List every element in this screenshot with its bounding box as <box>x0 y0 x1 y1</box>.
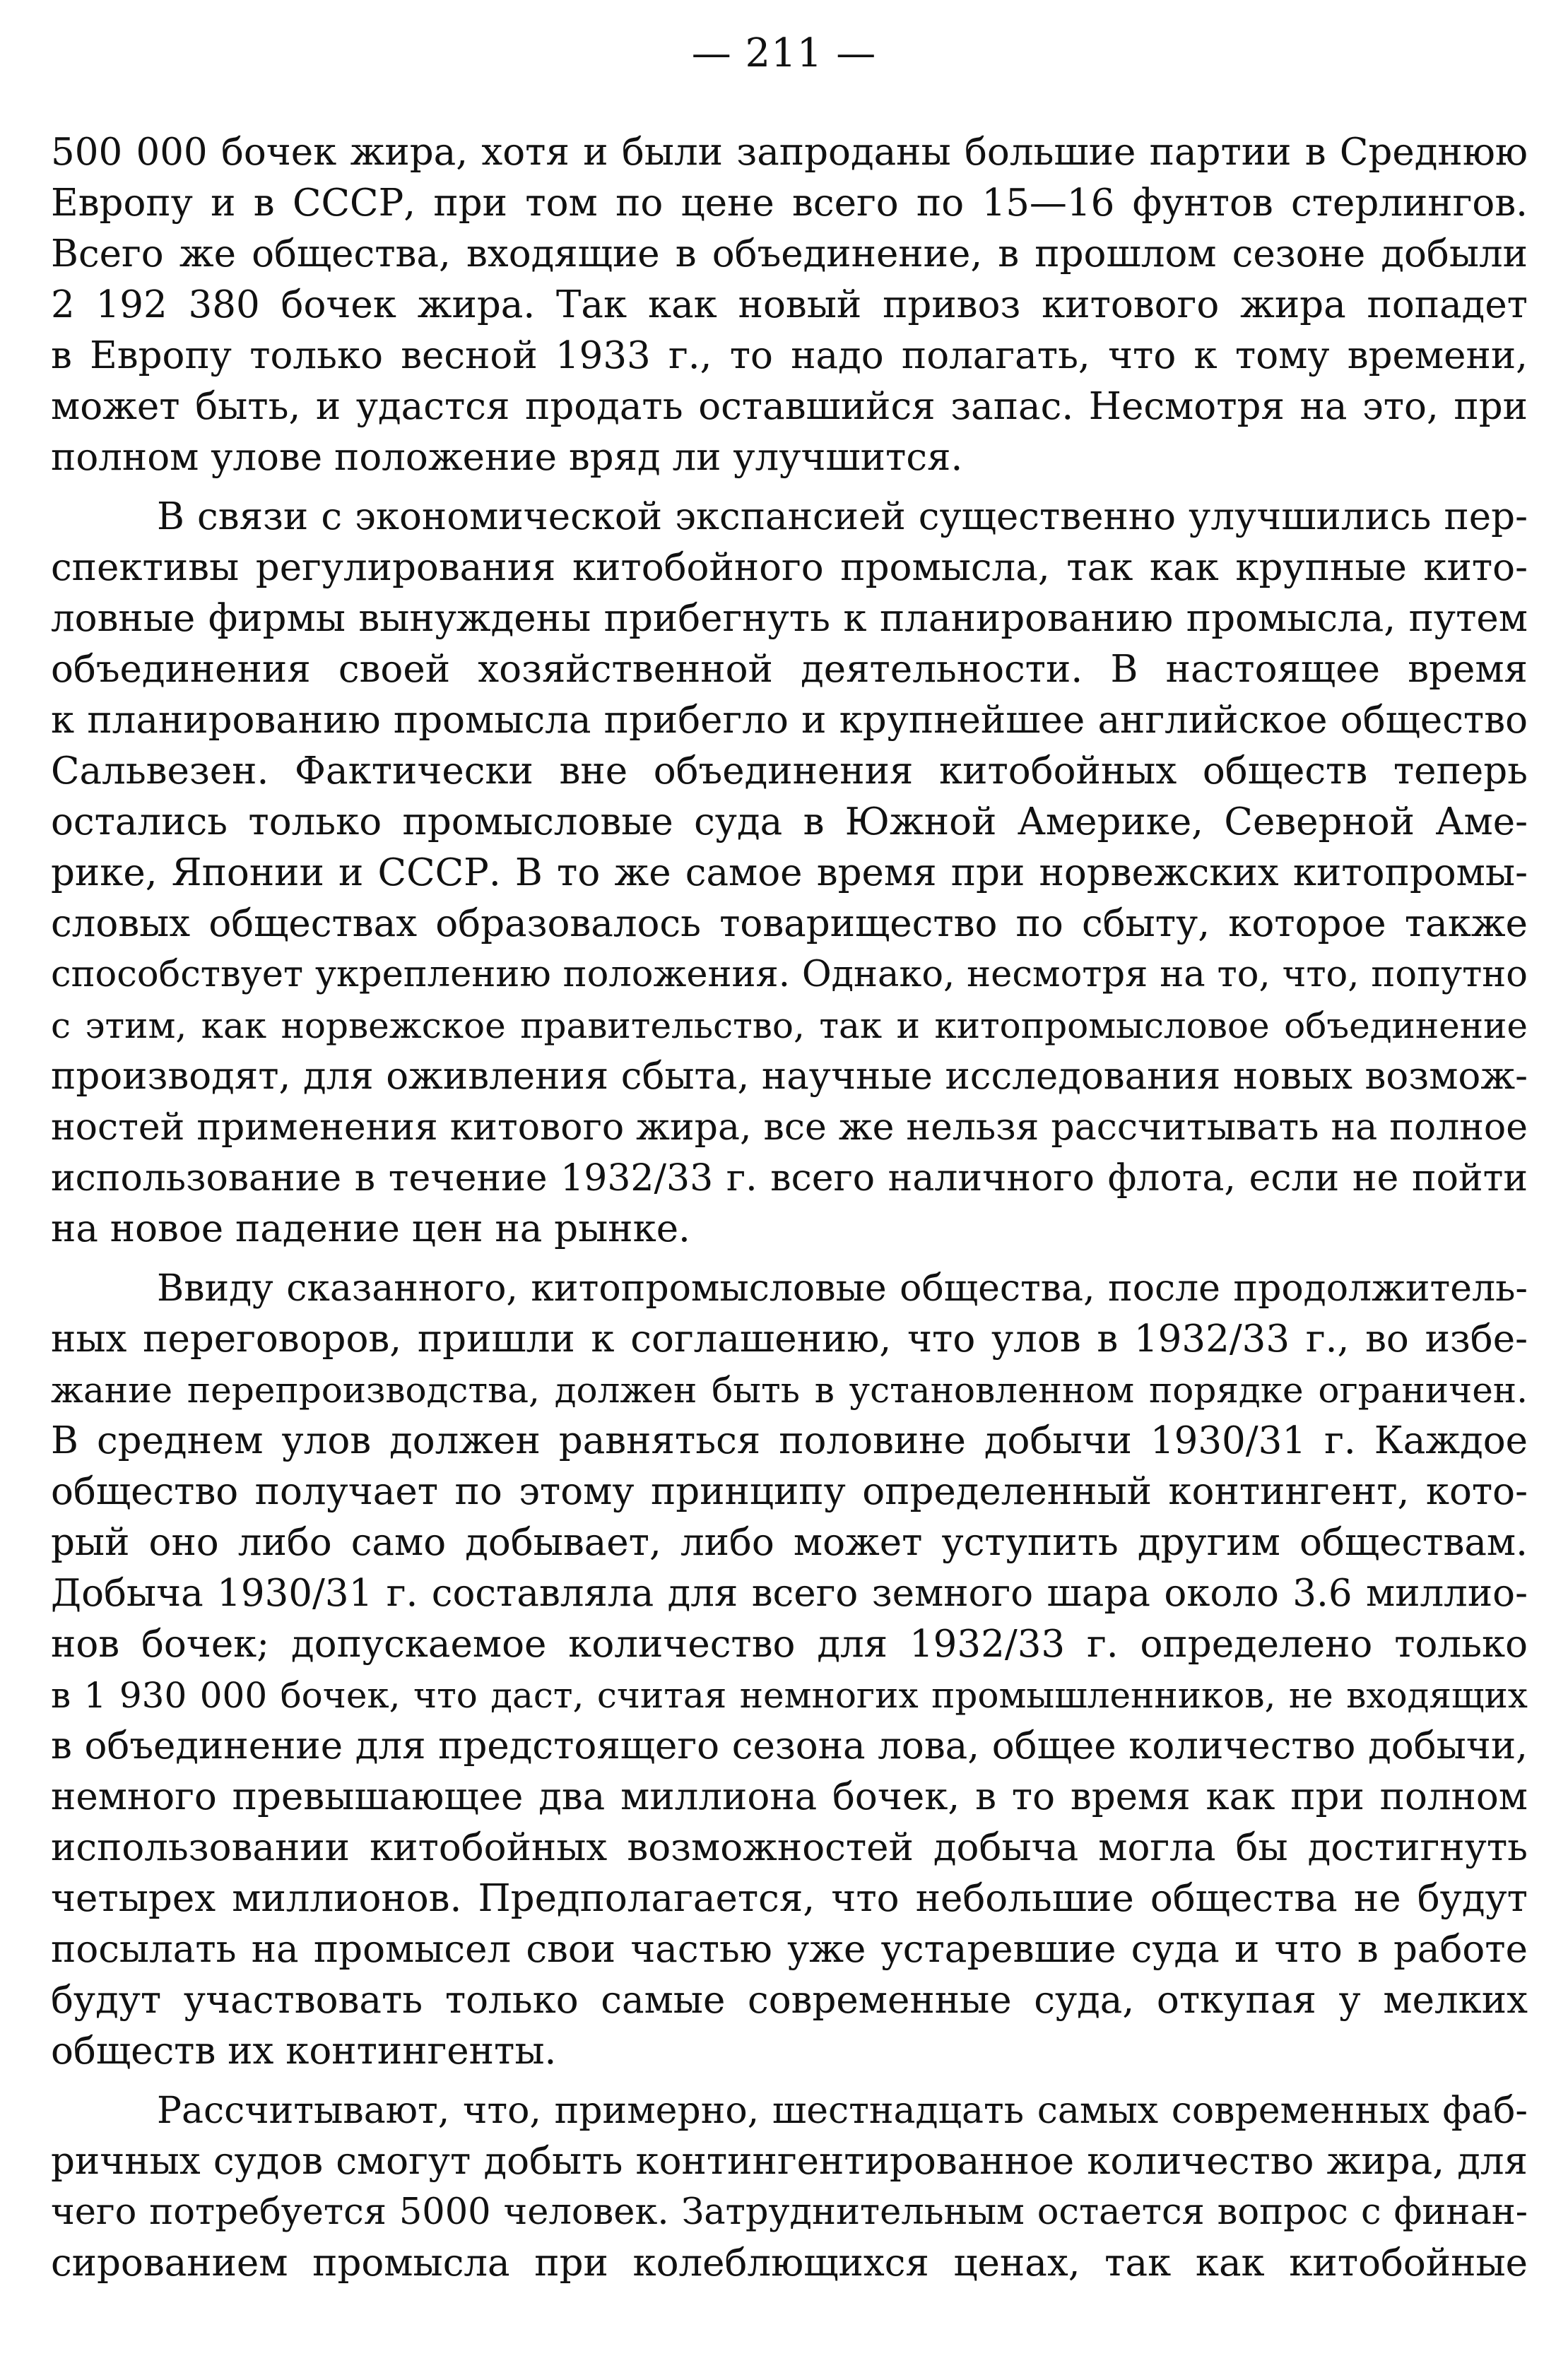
text-line: 500 000 бочек жира, хотя и были запроданы большие партии в Среднюю <box>51 131 1528 174</box>
text-line: ных переговоров, пришли к соглашению, что улов в 1932/33 г., во избе- <box>51 1318 1528 1361</box>
paragraph-4 <box>51 2085 1528 2289</box>
text-line: Ввиду сказанного, китопромысловые общества, после продолжитель- <box>157 1267 1528 1310</box>
text-line: использование в течение 1932/33 г. всего наличного флота, если не пойти <box>51 1157 1528 1200</box>
paragraph-2 <box>51 492 1528 1255</box>
text-line: Добыча 1930/31 г. составляла для всего земного шара около 3.6 миллио- <box>51 1572 1528 1615</box>
text-line: В связи с экономической экспансией существенно улучшились пер- <box>157 495 1528 538</box>
text-line: ностей применения китового жира, все же нельзя рассчитывать на полное <box>51 1106 1528 1149</box>
text-line: в объединение для предстоящего сезона лова, общее количество добычи, <box>51 1724 1528 1768</box>
text-line: нов бочек; допускаемое количество для 1932/33 г. определено только <box>51 1623 1528 1666</box>
text-line: четырех миллионов. Предполагается, что небольшие общества не будут <box>51 1877 1528 1920</box>
text-line: использовании китобойных возможностей добыча могла бы достигнуть <box>51 1826 1528 1869</box>
text-line: чего потребуется 5000 человек. Затруднительным остается вопрос с финан- <box>51 2191 1528 2233</box>
text-line: рике, Японии и СССР. В то же самое время при норвежских китопромы- <box>51 851 1528 894</box>
text-line: ричных судов смогут добыть контингентированное количество жира, для <box>51 2140 1528 2183</box>
text-line: рый оно либо само добывает, либо может уступить другим обществам. <box>51 1521 1528 1564</box>
page-number: — 211 — <box>691 30 877 76</box>
text-line: В среднем улов должен равняться половине добычи 1930/31 г. Каждое <box>51 1419 1528 1462</box>
text-line: к планированию промысла прибегло и крупнейшее английское общество <box>51 699 1528 742</box>
text-line: общество получает по этому принципу определенный контингент, кото- <box>51 1470 1528 1513</box>
text-line: спективы регулирования китобойного промысла, так как крупные кито- <box>51 546 1528 589</box>
text-line: полном улове положение вряд ли улучшится. <box>51 436 963 479</box>
text-line: Рассчитывают, что, примерно, шестнадцать самых современных фаб- <box>157 2090 1528 2132</box>
text-line: с этим, как норвежское правительство, так и китопромысловое объединение <box>51 1005 1528 1046</box>
text-line: ловные фирмы вынуждены прибегнуть к планированию промысла, путем <box>51 597 1528 640</box>
text-line: способствует укреплению положения. Однако, несмотря на то, что, попутно <box>51 954 1528 995</box>
text-line: словых обществах образовалось товарищество по сбыту, которое также <box>51 902 1528 945</box>
text-line: остались только промысловые суда в Южной Америке, Северной Аме- <box>51 800 1528 843</box>
text-line: немного превышающее два миллиона бочек, в то время как при полном <box>51 1775 1528 1818</box>
text-line: Сальвезен. Фактически вне объединения китобойных обществ теперь <box>51 750 1528 793</box>
text-line: производят, для оживления сбыта, научные исследования новых возмож- <box>51 1055 1528 1098</box>
text-line: жание перепроизводства, должен быть в установленном порядке ограничен. <box>51 1370 1528 1411</box>
text-line: в 1 930 000 бочек, что даст, считая немногих промышленников, не входящих <box>51 1675 1528 1716</box>
text-line: посылать на промысел свои частью уже устаревшие суда и что в работе <box>51 1928 1528 1971</box>
paragraph-3 <box>51 1263 1528 2077</box>
text-line: сированием промысла при колеблющихся ценах, так как китобойные <box>51 2242 1528 2285</box>
text-line: в Европу только весной 1933 г., то надо полагать, что к тому времени, <box>51 334 1528 377</box>
text-line: может быть, и удастся продать оставшийся запас. Несмотря на это, при <box>51 385 1528 428</box>
paragraph-1 <box>51 127 1528 483</box>
text-line: на новое падение цен на рынке. <box>51 1207 690 1250</box>
text-line: Европу и в СССР, при том по цене всего по 15—16 фунтов стерлингов. <box>51 182 1528 225</box>
text-line: будут участвовать только самые современные суда, откупая у мелких <box>51 1979 1528 2022</box>
text-line: Всего же общества, входящие в объединение, в прошлом сезоне добыли <box>51 232 1528 276</box>
body-text <box>51 127 1528 2297</box>
text-line: объединения своей хозяйственной деятельности. В настоящее время <box>51 648 1528 691</box>
text-line: обществ их контингенты. <box>51 2030 557 2073</box>
text-line: 2 192 380 бочек жира. Так как новый привоз китового жира попадет <box>51 283 1528 326</box>
